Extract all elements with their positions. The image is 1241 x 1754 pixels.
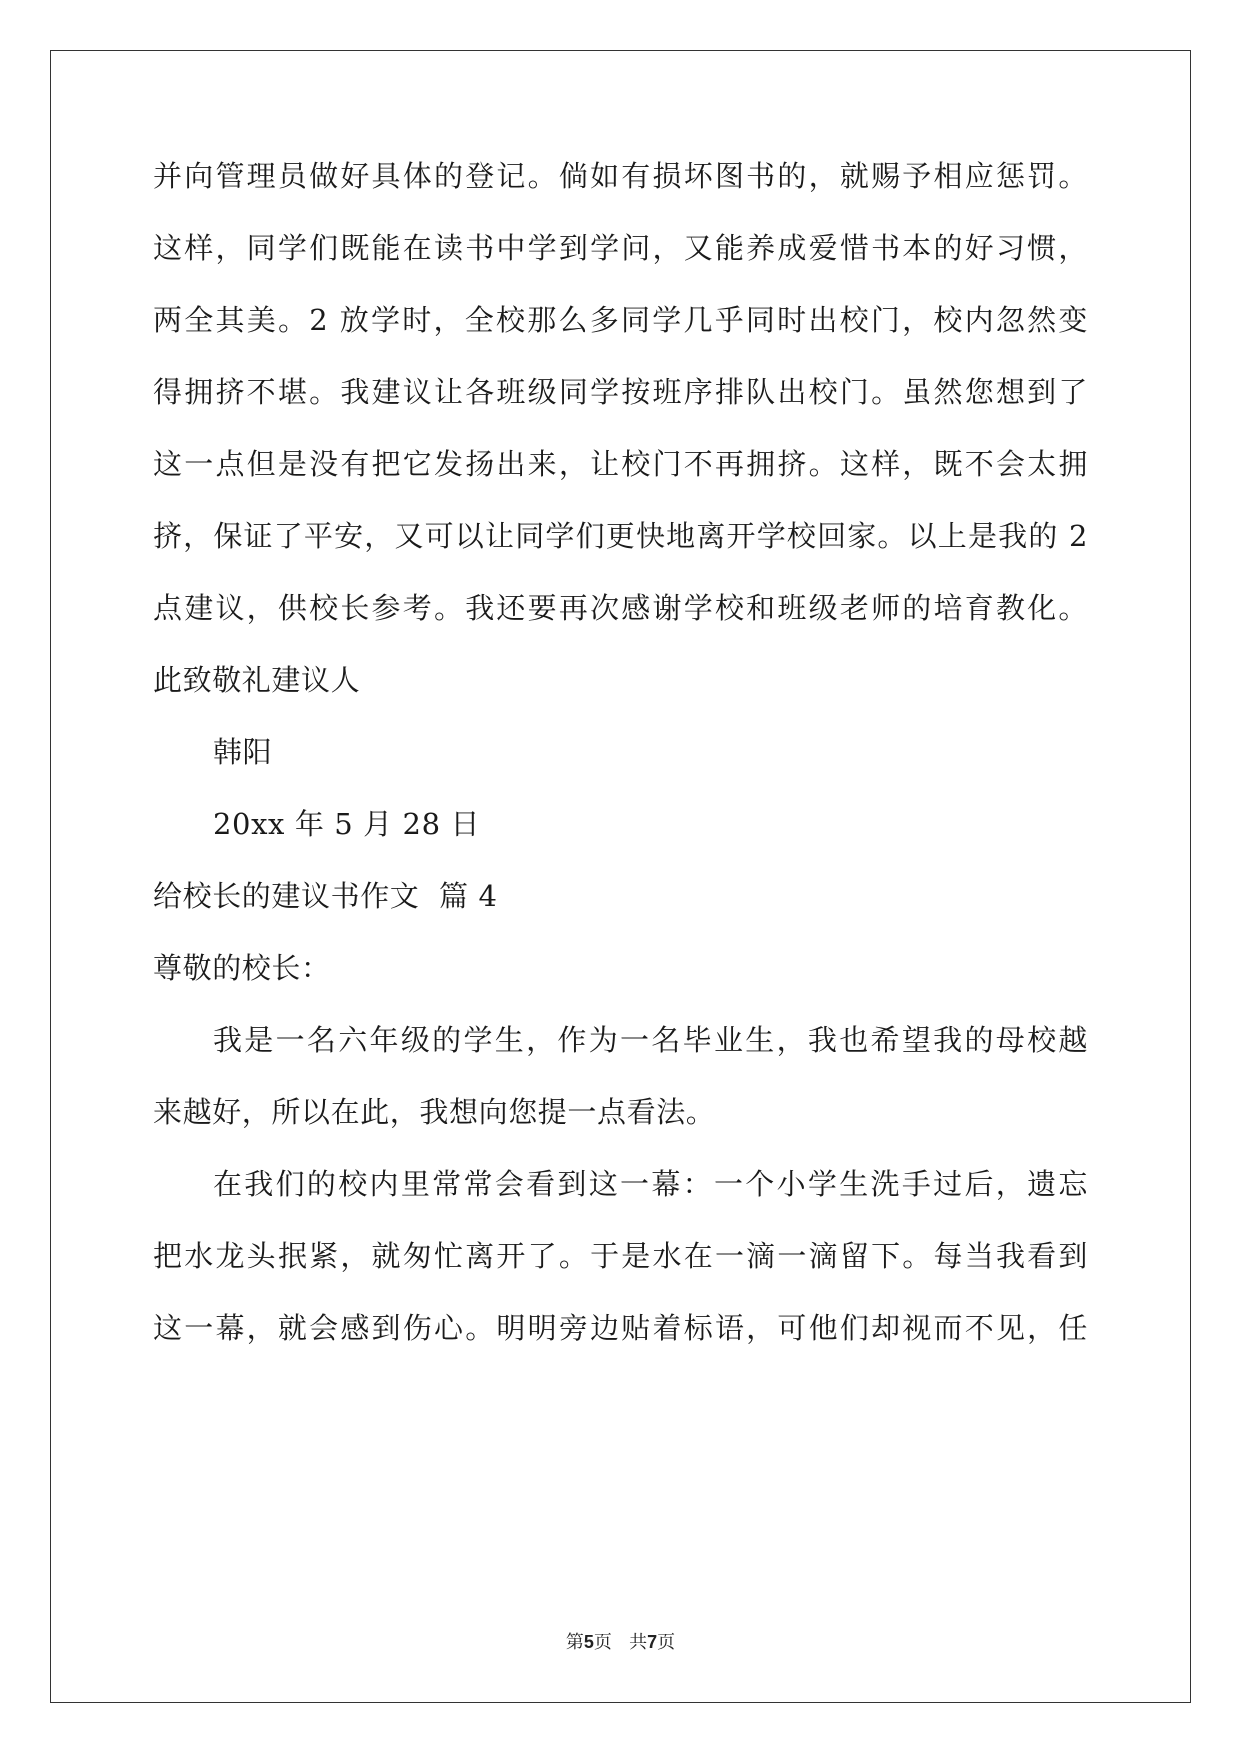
body-line: 这一点但是没有把它发扬出来，让校门不再拥挤。这样，既不会太拥	[153, 447, 1088, 481]
body-line: 来越好，所以在此，我想向您提一点看法。	[153, 1095, 716, 1129]
closing-line: 此致敬礼建议人	[153, 663, 361, 697]
body-line: 得拥挤不堪。我建议让各班级同学按班序排队出校门。虽然您想到了	[153, 375, 1088, 409]
body-line: 这一幕，就会感到伤心。明明旁边贴着标语，可他们却视而不见，任	[153, 1311, 1088, 1345]
footer-total-unit: 页	[657, 1632, 676, 1653]
salutation: 尊敬的校长：	[153, 951, 331, 985]
body-line: 在我们的校内里常常会看到这一幕：一个小学生洗手过后，遗忘	[213, 1167, 1088, 1201]
footer-total-pages: 7	[647, 1632, 658, 1652]
body-line: 我是一名六年级的学生，作为一名毕业生，我也希望我的母校越	[213, 1023, 1088, 1057]
footer-page-unit: 页	[593, 1632, 612, 1653]
signature-date: 20xx 年 5 月 28 日	[213, 807, 481, 841]
footer-total-prefix: 共	[629, 1632, 648, 1653]
page-footer	[0, 1630, 1241, 1655]
body-line: 这样，同学们既能在读书中学到学问，又能养成爱惜书本的好习惯，	[153, 231, 1088, 265]
body-line: 把水龙头抿紧，就匆忙离开了。于是水在一滴一滴留下。每当我看到	[153, 1239, 1088, 1273]
body-line: 两全其美。2 放学时，全校那么多同学几乎同时出校门，校内忽然变	[153, 303, 1088, 337]
body-line: 并向管理员做好具体的登记。倘如有损坏图书的，就赐予相应惩罚。	[153, 159, 1088, 193]
footer-prefix: 第	[565, 1632, 584, 1653]
section-heading: 给校长的建议书作文 篇 4	[153, 879, 498, 913]
signature-name: 韩阳	[213, 735, 273, 769]
body-line: 点建议，供校长参考。我还要再次感谢学校和班级老师的培育教化。	[153, 591, 1088, 625]
body-line: 挤，保证了平安，又可以让同学们更快地离开学校回家。以上是我的 2	[153, 519, 1088, 553]
footer-current-page: 5	[583, 1632, 594, 1652]
